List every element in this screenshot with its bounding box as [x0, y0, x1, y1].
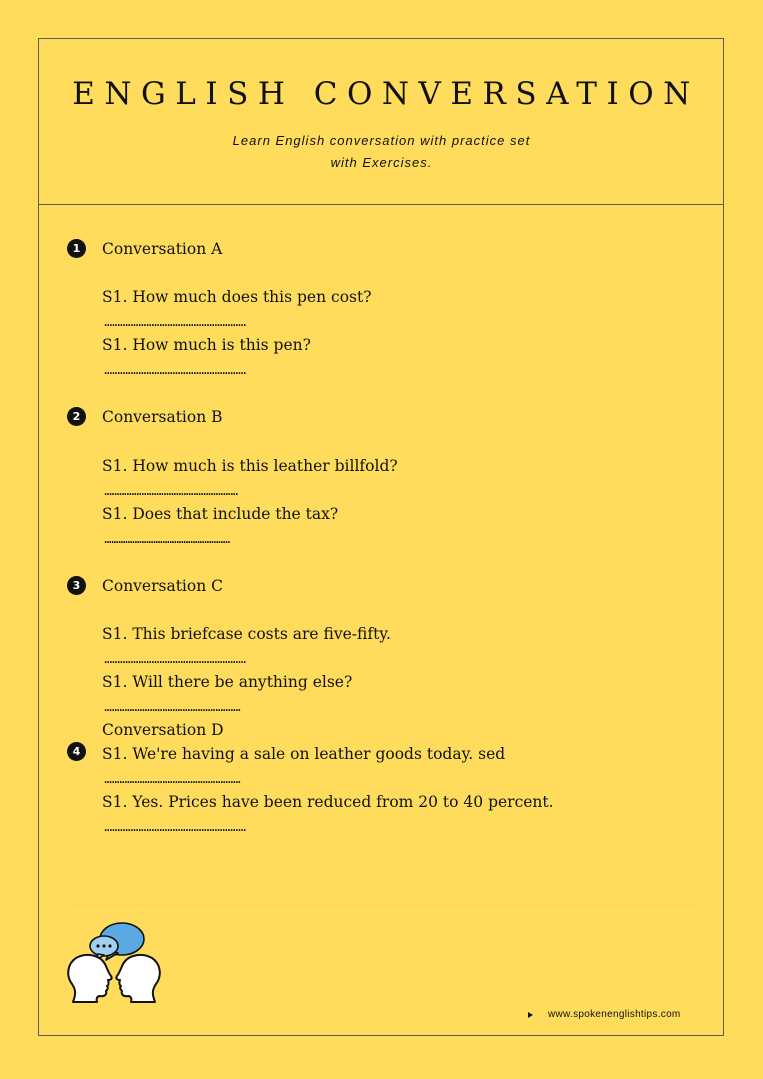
conversation-c-answer-blank-1: ......................................................: [102, 652, 244, 666]
conversation-c-line-1: S1. This briefcase costs are five-fifty.: [102, 625, 391, 643]
footer-divider: [70, 905, 696, 906]
subtitle-line-2: with Exercises.: [330, 155, 433, 170]
conversation-d-answer-blank-2: ......................................................: [102, 820, 244, 834]
page-title: ENGLISH CONVERSATION: [72, 76, 700, 112]
conversation-c-line-2: S1. Will there be anything else?: [102, 673, 353, 691]
conversation-a-number-badge: 1: [67, 239, 86, 258]
conversation-heads-icon: [64, 920, 164, 1006]
conversation-a-answer-blank-1: ......................................................: [102, 315, 244, 329]
conversation-d-line-2: S1. Yes. Prices have been reduced from 20 to 40 percent.: [102, 793, 554, 811]
conversation-b-line-2: S1. Does that include the tax?: [102, 505, 339, 523]
conversation-a-line-2: S1. How much is this pen?: [102, 336, 311, 354]
conversation-b-answer-blank-1: ......................................................: [102, 484, 236, 498]
conversation-b-answer-blank-2: ......................................................: [102, 532, 228, 546]
header-divider: [39, 204, 723, 205]
conversation-d-heading: Conversation D: [102, 721, 224, 739]
conversation-b-line-1: S1. How much is this leather billfold?: [102, 457, 398, 475]
page-subtitle: [0, 130, 763, 174]
conversation-a-answer-blank-2: ......................................................: [102, 363, 244, 377]
subtitle-line-1: Learn English conversation with practice set: [232, 133, 531, 148]
conversation-a-heading: Conversation A: [102, 240, 223, 258]
footer-website-link[interactable]: www.spokenenglishtips.com: [548, 1009, 681, 1020]
conversation-a-line-1: S1. How much does this pen cost?: [102, 288, 372, 306]
conversation-b-heading: Conversation B: [102, 408, 223, 426]
conversation-d-answer-blank-1: ......................................................: [102, 772, 239, 786]
conversation-d-number-badge: 4: [67, 742, 86, 761]
conversation-d-line-1: S1. We're having a sale on leather goods today. sed: [102, 745, 506, 763]
footer-arrow-icon: [528, 1012, 533, 1018]
conversation-c-number-badge: 3: [67, 576, 86, 595]
conversation-b-number-badge: 2: [67, 407, 86, 426]
conversation-c-heading: Conversation C: [102, 577, 223, 595]
conversation-c-answer-blank-2: ......................................................: [102, 700, 239, 714]
